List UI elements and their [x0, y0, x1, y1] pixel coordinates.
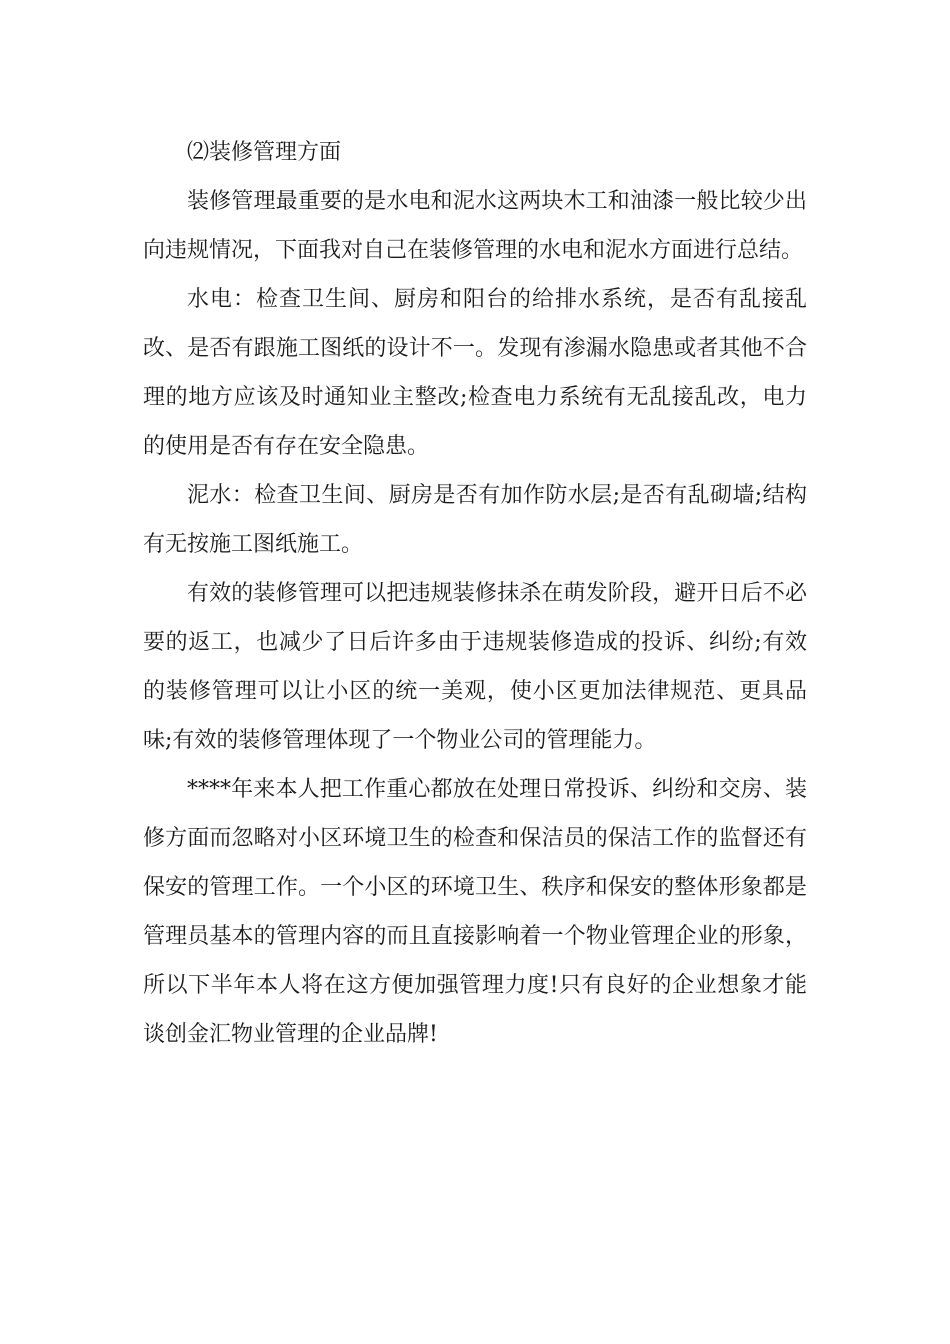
paragraph-self-review: ****年来本人把工作重心都放在处理日常投诉、纠纷和交房、装修方面而忽略对小区环境卫生的检查和保洁员的保洁工作的监督还有保安的管理工作。一个小区的环境卫生、秩序和保安的整体形象都是管理员基本的管理内容的而且直接影响着一个物业管理企业的形象，所以下半年本人将在这方便加强管理力度!只有良好的企业想象才能谈创金汇物业管理的企业品牌!: [143, 777, 807, 1047]
section-heading-renovation: ⑵装修管理方面: [187, 140, 342, 165]
paragraph-masonry: 泥水：检查卫生间、厨房是否有加作防水层;是否有乱砌墙;结构有无按施工图纸施工。: [143, 483, 807, 557]
document-body: [143, 128, 807, 1059]
paragraph-benefits: 有效的装修管理可以把违规装修抹杀在萌发阶段，避开日后不必要的返工，也减少了日后许多由于违规装修造成的投诉、纠纷;有效的装修管理可以让小区的统一美观，使小区更加法律规范、更具品味;有效的装修管理体现了一个物业公司的管理能力。: [143, 581, 807, 753]
paragraph-renovation-overview: 装修管理最重要的是水电和泥水这两块木工和油漆一般比较少出向违规情况，下面我对自己在装修管理的水电和泥水方面进行总结。: [143, 189, 807, 263]
paragraph-plumbing-electrical: 水电：检查卫生间、厨房和阳台的给排水系统，是否有乱接乱改、是否有跟施工图纸的设计不一。发现有渗漏水隐患或者其他不合理的地方应该及时通知业主整改;检查电力系统有无乱接乱改，电力的使用是否有存在安全隐患。: [143, 287, 807, 459]
